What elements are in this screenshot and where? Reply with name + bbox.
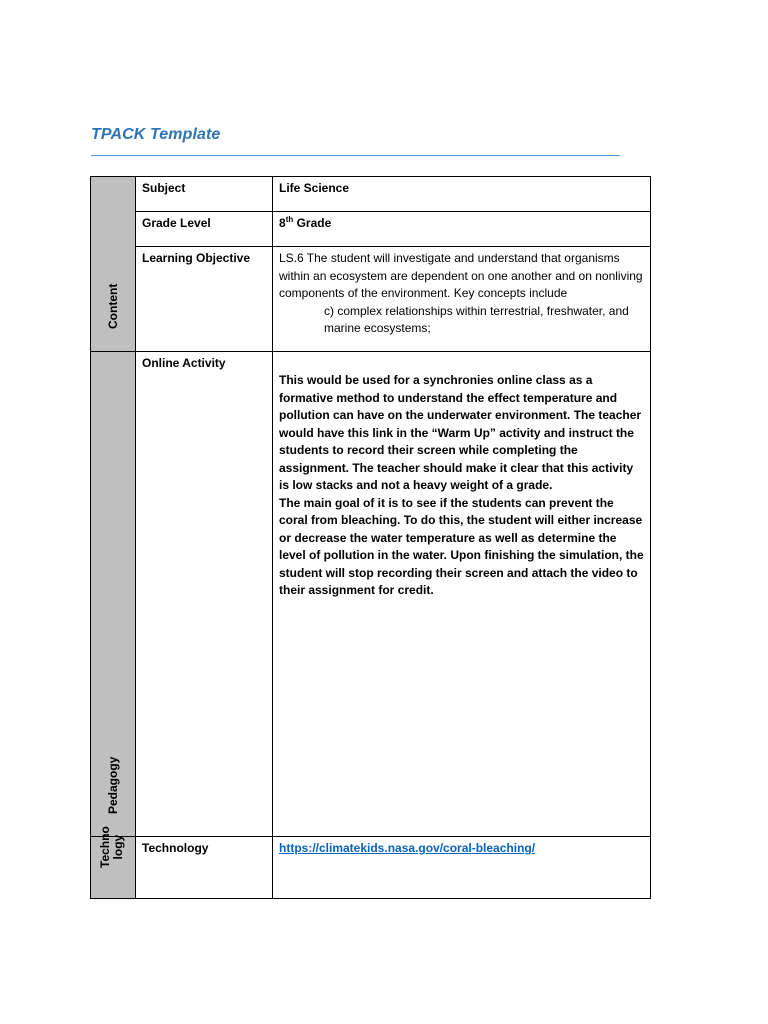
section-label-technology <box>99 826 125 868</box>
section-label-pedagogy: Pedagogy <box>106 756 120 814</box>
title-underline <box>91 155 620 156</box>
section-label-content: Content <box>106 283 120 329</box>
row-label-technology: Technology <box>136 837 273 899</box>
row-label-learning-objective: Learning Objective <box>136 247 273 352</box>
activity-paragraph-1: This would be used for a synchronies online class as a formative method to understand the effect temperature and pollution can have on the underwater environment. The teacher would have this link in the “Warm Up” activity and instruct the students to record their screen while completing the assignment. The teacher should make it clear that this activity is low stacks and not a heavy weight of a grade. <box>279 373 642 492</box>
table-row-learning-objective <box>91 247 651 352</box>
grade-word: Grade <box>296 216 332 230</box>
tpack-table <box>90 176 651 899</box>
table-row-grade-level <box>91 212 651 247</box>
section-label-technology-line-1: Techno <box>98 826 112 868</box>
row-label-subject: Subject <box>136 177 273 212</box>
row-label-grade-level: Grade Level <box>136 212 273 247</box>
objective-indented-text: c) complex relationships within terrestrial, freshwater, and marine ecosystems; <box>324 303 629 335</box>
section-cell-pedagogy <box>91 352 136 837</box>
row-value-technology <box>273 837 651 899</box>
section-label-technology-line-2: logy <box>111 834 125 860</box>
table-row-online-activity <box>91 352 651 837</box>
grade-suffix: th <box>285 215 294 224</box>
row-value-learning-objective <box>273 247 651 352</box>
row-label-online-activity: Online Activity <box>136 352 273 837</box>
grade-number: 8 <box>279 216 286 230</box>
document-title: TPACK Template <box>91 126 221 143</box>
section-cell-content <box>91 177 136 352</box>
coral-bleaching-link[interactable]: https://climatekids.nasa.gov/coral-bleaching/ <box>279 841 536 855</box>
row-value-grade-level <box>273 212 651 247</box>
table-row-technology <box>91 837 651 899</box>
objective-main-text: LS.6 The student will investigate and understand that organisms within an ecosystem are dependent on one another and on nonliving components of the environment. Key concepts include <box>279 251 643 300</box>
table-row-subject <box>91 177 651 212</box>
section-cell-technology <box>91 826 136 899</box>
row-value-subject: Life Science <box>273 177 651 212</box>
row-value-online-activity <box>273 352 651 837</box>
activity-paragraph-2: The main goal of it is to see if the students can prevent the coral from bleaching. To do this, the student will either increase or decrease the water temperature as well as determine the level of pollution in the water. Upon finishing the simulation, the student will stop recording their screen and attach the video to their assignment for credit. <box>279 495 644 597</box>
